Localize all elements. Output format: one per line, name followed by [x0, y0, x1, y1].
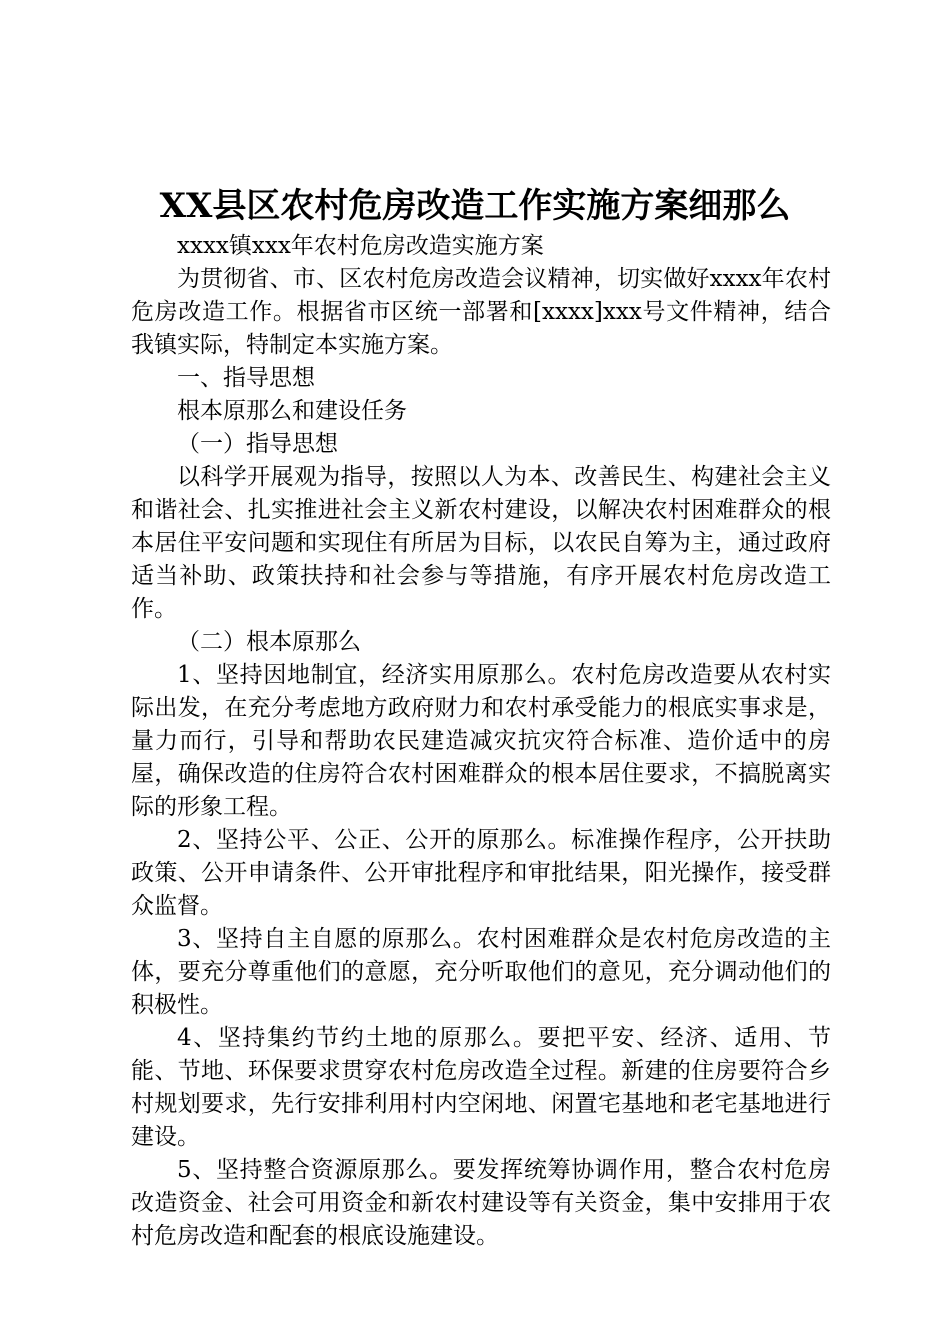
paragraph-intro: 为贯彻省、市、区农村危房改造会议精神，切实做好xxxx年农村危房改造工作。根据省市区统一部署和[xxxx]xxx号文件精神，结合我镇实际，特制定本实施方案。 [131, 266, 831, 358]
document-title: XX县区农村危房改造工作实施方案细那么 [159, 186, 791, 226]
paragraph-principle-1: 1、坚持因地制宜，经济实用原那么。农村危房改造要从农村实际出发，在充分考虑地方政府财力和农村承受能力的根底实事求是，量力而行，引导和帮助农民建造减灾抗灾符合标准、造价适中的房屋，确保改造的住房符合农村困难群众的根本居住要求，不搞脱离实际的形象工程。 [131, 662, 831, 820]
paragraph-principle-3: 3、坚持自主自愿的原那么。农村困难群众是农村危房改造的主体，要充分尊重他们的意愿，充分听取他们的意见，充分调动他们的积极性。 [131, 926, 831, 1018]
subheading-guiding-ideology: （一）指导思想 [177, 431, 338, 457]
heading-principles-tasks: 根本原那么和建设任务 [177, 398, 407, 424]
paragraph-plan-name: xxxx镇xxx年农村危房改造实施方案 [177, 233, 544, 259]
subheading-basic-principles: （二）根本原那么 [177, 629, 361, 655]
paragraph-guiding-ideology: 以科学开展观为指导，按照以人为本、改善民生、构建社会主义和谐社会、扎实推进社会主义新农村建设，以解决农村困难群众的根本居住平安问题和实现住有所居为目标，以农民自筹为主，通过政府适当补助、政策扶持和社会参与等措施，有序开展农村危房改造工作。 [131, 464, 831, 622]
heading-guiding-ideology: 一、指导思想 [177, 365, 315, 391]
paragraph-principle-2: 2、坚持公平、公正、公开的原那么。标准操作程序，公开扶助政策、公开申请条件、公开审批程序和审批结果，阳光操作，接受群众监督。 [131, 827, 831, 919]
paragraph-principle-4: 4、坚持集约节约土地的原那么。要把平安、经济、适用、节能、节地、环保要求贯穿农村危房改造全过程。新建的住房要符合乡村规划要求，先行安排利用村内空闲地、闲置宅基地和老宅基地进行建设。 [131, 1025, 831, 1150]
paragraph-principle-5: 5、坚持整合资源原那么。要发挥统筹协调作用，整合农村危房改造资金、社会可用资金和新农村建设等有关资金，集中安排用于农村危房改造和配套的根底设施建设。 [131, 1157, 831, 1249]
document-body [131, 230, 831, 1253]
